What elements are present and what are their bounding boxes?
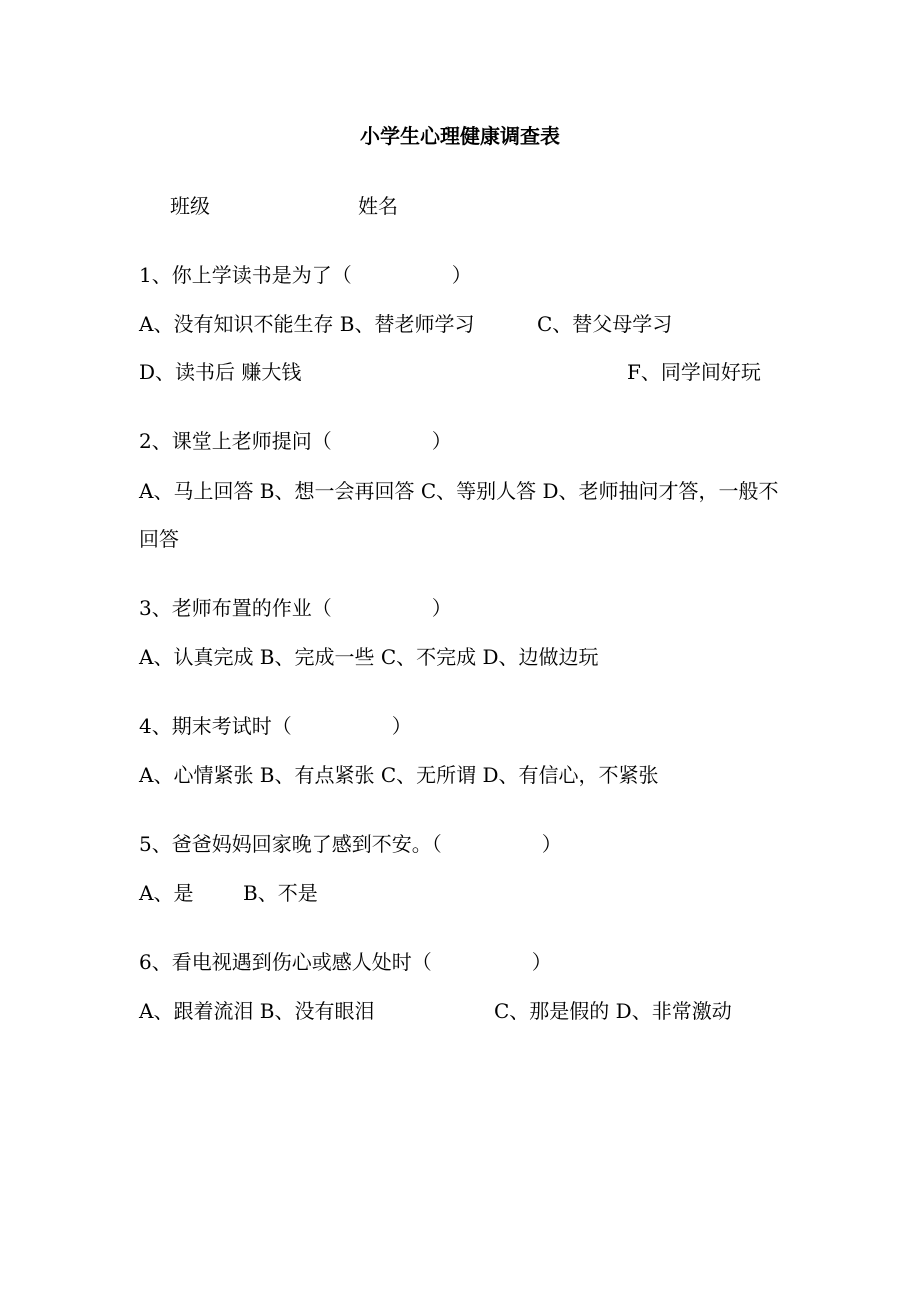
option-text: A、是: [139, 881, 194, 905]
document-title: 小学生心理健康调查表: [360, 124, 560, 148]
question-2-prompt: 2、课堂上老师提问（ ）: [139, 429, 452, 453]
name-label: 姓名: [358, 194, 398, 218]
question-5-prompt: 5、爸爸妈妈回家晚了感到不安。（ ）: [139, 832, 562, 856]
option-text: D、读书后 赚大钱: [139, 360, 302, 384]
question-3-prompt: 3、老师布置的作业（ ）: [139, 596, 452, 620]
option-text: B、不是: [243, 881, 318, 905]
option-text: F、同学间好玩: [627, 360, 761, 384]
question-4-prompt: 4、期末考试时（ ）: [139, 714, 412, 738]
question-6-prompt: 6、看电视遇到伤心或感人处时（ ）: [139, 950, 552, 974]
option-text: A、没有知识不能生存 B、替老师学习: [139, 312, 475, 336]
question-1-prompt: 1、你上学读书是为了（ ）: [139, 263, 472, 287]
question-3-options: A、认真完成 B、完成一些 C、不完成 D、边做边玩: [139, 645, 599, 669]
option-text: A、跟着流泪 B、没有眼泪: [139, 999, 375, 1023]
question-2-options-line-1: A、马上回答 B、想一会再回答 C、等别人答 D、老师抽问才答，一般不: [139, 479, 779, 503]
class-label: 班级: [170, 194, 210, 218]
question-4-options: A、心情紧张 B、有点紧张 C、无所谓 D、有信心，不紧张: [139, 763, 659, 787]
option-text: C、那是假的 D、非常激动: [494, 999, 732, 1023]
option-text: C、替父母学习: [537, 312, 673, 336]
question-2-options-line-2: 回答: [139, 527, 179, 551]
